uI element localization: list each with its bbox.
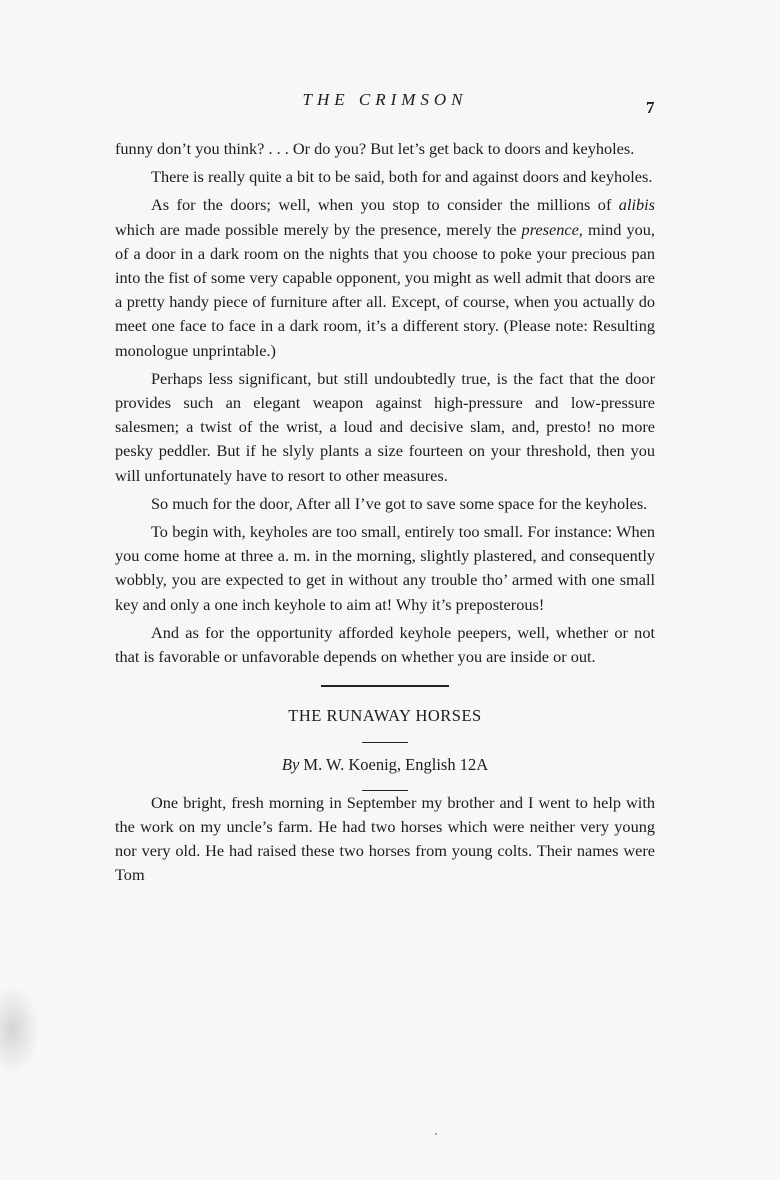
byline-prefix: By — [281, 755, 300, 775]
page-smudge — [0, 985, 40, 1075]
section-divider — [321, 685, 449, 687]
title-divider — [362, 742, 408, 743]
running-title: THE CRIMSON — [302, 90, 468, 109]
essay-paragraph: And as for the opportunity afforded keyhole peepers, well, whether or not that is favorable or unfavorable depends on whether you are inside or out. — [115, 622, 655, 667]
speck — [435, 1133, 437, 1135]
story-paragraph: One bright, fresh morning in September my brother and I went to help with the work on my uncle’s farm. He had two horses which were neither very young nor very old. He had raised these two horses from young colts. Their names were Tom — [115, 792, 655, 885]
essay-paragraph: funny don’t you think? . . . Or do you? But let’s get back to doors and keyholes. — [115, 139, 635, 158]
italic-presence: presence, — [521, 219, 583, 239]
essay-paragraph: Perhaps less significant, but still undoubtedly true, is the fact that the door provides such an elegant weapon against high-pressure and low-pressure salesmen; a twist of the wrist, a loud and decisive slam, and, presto! no more pesky peddler. But if he slyly plants a size fourteen on your threshold, then you will unfortunately have to resort to other measures. — [115, 368, 655, 485]
page-header — [0, 88, 780, 117]
byline-author: M. W. Koenig, English 12A — [299, 755, 489, 775]
story-title: THE RUNAWAY HORSES — [288, 706, 482, 726]
essay-paragraph: So much for the door, After all I’ve got to save some space for the keyholes. — [151, 493, 648, 513]
page-body — [115, 137, 655, 891]
essay-paragraph: There is really quite a bit to be said, both for and against doors and keyholes. — [151, 167, 653, 187]
essay-paragraph-doors — [115, 193, 655, 362]
text-run: mind you, of a door in a dark room on the nights that you choose to poke your precious pan into the fist of some very capable opponent, you might as well admit that doors are a pretty handy piece of furniture after all. Except, of course, when you actually do meet one face to face in a dark room, it’s a different story. (Please note: Resulting monologue unprintable.) — [115, 219, 655, 360]
page-number: 7 — [646, 98, 655, 117]
essay-paragraph: To begin with, keyholes are too small, entirely too small. For instance: When you come home at three a. m. in the morning, slightly plastered, and consequently wobbly, you are expected to get in without any trouble tho’ armed with one small key and only a one inch keyhole to aim at! Why it’s preposterous! — [115, 522, 655, 614]
italic-alibis: alibis — [618, 195, 655, 215]
byline — [115, 753, 655, 777]
text-run: As for the doors; well, when you stop to consider the millions of — [151, 195, 619, 215]
text-run: which are made possible merely by the presence, merely the — [115, 219, 522, 239]
